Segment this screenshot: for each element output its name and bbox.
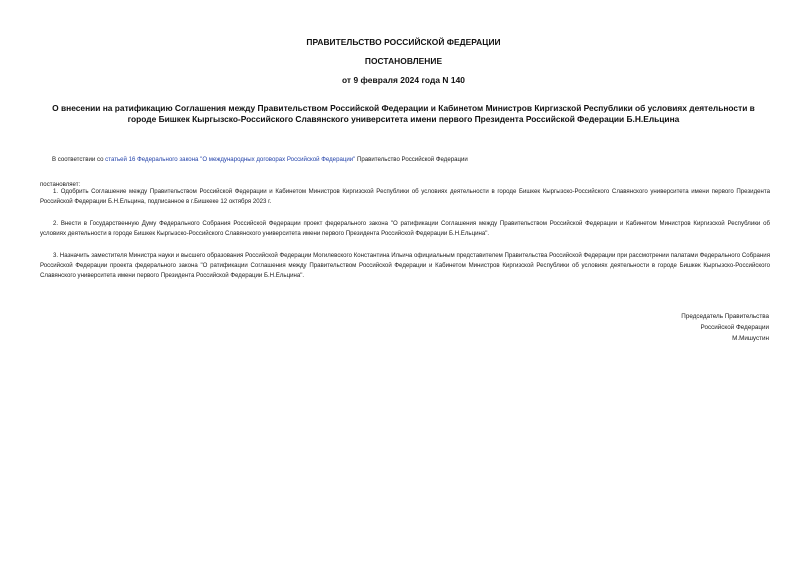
paragraph-3: 3. Назначить заместителя Министра науки и высшего образования Российской Федерации Могилевского Константина Ильича официальным представителем Правительства Российской Федерации при рассмотрении палатами Федерального Собрания Российской Федерации проекта федерального закона "О ратификации Соглашения между Правительством Российской Федерации и Кабинетом Министров Киргизской Республики об условиях деятельности в городе Бишкек Кыргызско-Российского Славянского университета имени первого Президента Российской Федерации Б.Н.Ельцина". (40, 252, 770, 279)
signature-block (681, 311, 769, 344)
law-name-link[interactable]: "О международных договорах Российской Федерации" (200, 156, 356, 163)
document-title: О внесении на ратификацию Соглашения между Правительством Российской Федерации и Кабинетом Министров Киргизской Республики об условиях деятельности в городе Бишкек Кыргызско-Российского Славянского университета имени первого Президента Российской Федерации Б.Н.Ельцина (52, 103, 755, 124)
intro-suffix: Правительство Российской Федерации (355, 156, 468, 163)
paragraph-1: 1. Одобрить Соглашение между Правительством Российской Федерации и Кабинетом Министров Киргизской Республики об условиях деятельности в городе Бишкек Кыргызско-Российского Славянского университета имени первого Президента Российской Федерации Б.Н.Ельцина, подписанное в г.Бишкеке 12 октября 2023 г. (40, 188, 770, 205)
signatory-position-line2: Российской Федерации (700, 324, 769, 331)
law-article-link[interactable]: статьей 16 Федерального закона (105, 156, 199, 163)
intro-prefix: В соответствии со (52, 156, 106, 163)
intro-paragraph (52, 155, 772, 165)
paragraph-2: 2. Внести в Государственную Думу Федерального Собрания Российской Федерации проект федерального закона "О ратификации Соглашения между Правительством Российской Федерации и Кабинетом Министров Киргизской Республики об условиях деятельности в городе Бишкек Кыргызско-Российского Славянского университета имени первого Президента Российской Федерации Б.Н.Ельцина". (40, 220, 770, 237)
signatory-position-line1: Председатель Правительства (681, 313, 769, 320)
issuer-heading: ПРАВИТЕЛЬСТВО РОССИЙСКОЙ ФЕДЕРАЦИИ (306, 37, 501, 47)
decree-word: постановляет: (40, 181, 81, 188)
signatory-name: М.Мишустин (732, 335, 769, 342)
date-number-heading: от 9 февраля 2024 года N 140 (341, 75, 466, 85)
document-type-heading: ПОСТАНОВЛЕНИЕ (364, 56, 443, 66)
